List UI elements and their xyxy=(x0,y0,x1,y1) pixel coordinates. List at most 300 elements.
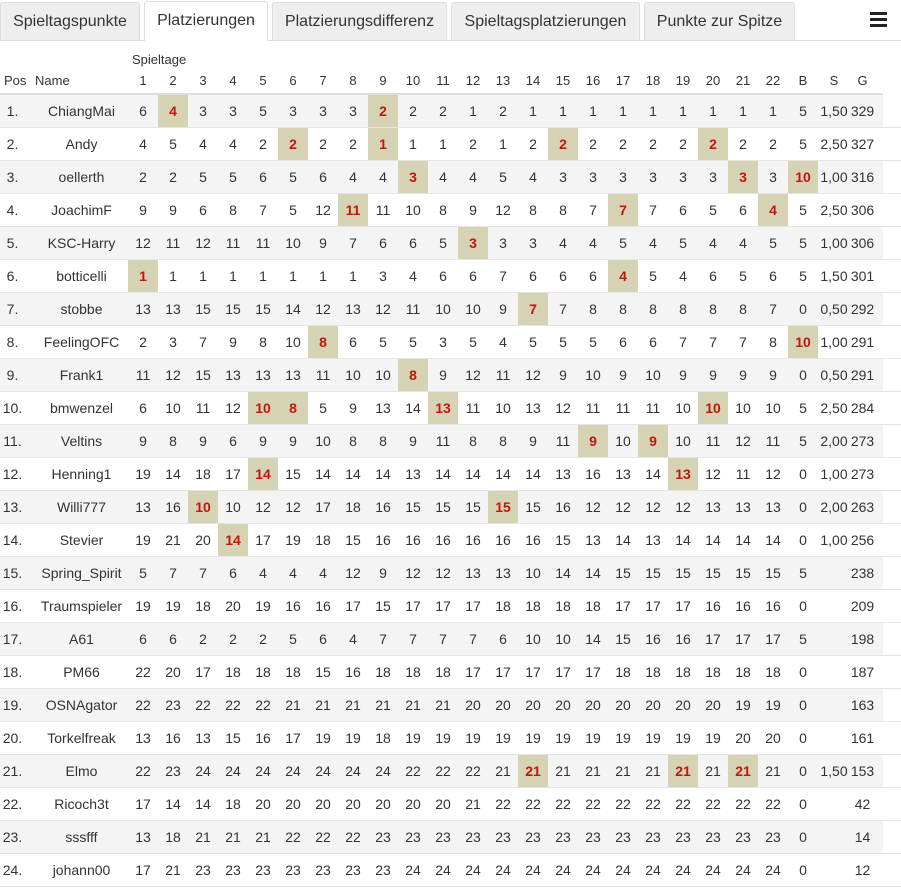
day-cell: 14 xyxy=(315,465,331,482)
day-cell: 4 xyxy=(739,234,747,251)
day-cell: 5 xyxy=(289,168,297,185)
day-cell: 20 xyxy=(435,795,451,812)
day-cell: 23 xyxy=(255,861,271,878)
day-cell: 21 xyxy=(165,861,181,878)
day-cell: 10 xyxy=(585,366,601,383)
day-cell: 17 xyxy=(645,597,661,614)
day-header-7: 7 xyxy=(308,67,338,94)
day-cell: 22 xyxy=(585,795,601,812)
day-cell: 11 xyxy=(315,366,331,383)
table-row xyxy=(0,94,901,127)
table-row xyxy=(0,226,901,259)
s-header: S xyxy=(818,67,850,94)
day-cell: 11 xyxy=(765,432,781,449)
day-cell: 20 xyxy=(645,696,661,713)
day-cell: 14 xyxy=(375,465,391,482)
day-cell: 18 xyxy=(645,663,661,680)
day-cell: 6 xyxy=(379,234,387,251)
day-cell: 11 xyxy=(195,399,211,416)
day-cell: 15 xyxy=(195,300,211,317)
day-cell: 6 xyxy=(529,267,537,284)
day-cell: 16 xyxy=(735,597,751,614)
day-cell: 2 xyxy=(139,168,147,185)
day-cell: 6 xyxy=(349,333,357,350)
pos-cell: 19. xyxy=(2,696,23,713)
day-cell: 5 xyxy=(289,630,297,647)
day-cell: 11 xyxy=(135,366,151,383)
day-cell: 21 xyxy=(285,696,301,713)
day-cell: 16 xyxy=(345,663,361,680)
day-cell: 16 xyxy=(435,531,451,548)
pos-cell: 10. xyxy=(2,399,23,416)
day-cell: 21 xyxy=(518,754,548,787)
day-cell: 16 xyxy=(495,531,511,548)
day-cell: 17 xyxy=(225,465,241,482)
day-cell: 5 xyxy=(379,333,387,350)
day-cell: 22 xyxy=(315,828,331,845)
day-cell: 14 xyxy=(525,465,541,482)
day-cell: 16 xyxy=(525,531,541,548)
s-cell: 0,50 xyxy=(820,366,848,383)
day-cell: 13 xyxy=(135,729,151,746)
bonus-cell: 5 xyxy=(799,432,807,449)
pos-cell: 2. xyxy=(6,135,19,152)
day-cell: 10 xyxy=(248,391,278,424)
day-cell: 7 xyxy=(518,292,548,325)
day-cell: 22 xyxy=(345,828,361,845)
g-cell: 263 xyxy=(850,498,875,515)
pos-cell: 14. xyxy=(2,531,23,548)
g-cell: 284 xyxy=(850,399,875,416)
day-cell: 13 xyxy=(555,465,571,482)
spieltage-label: Spieltage xyxy=(132,52,187,67)
g-cell: 306 xyxy=(850,234,875,251)
day-cell: 15 xyxy=(225,729,241,746)
day-cell: 9 xyxy=(529,432,537,449)
s-cell xyxy=(818,820,850,853)
day-cell: 9 xyxy=(139,201,147,218)
day-cell: 14 xyxy=(585,564,601,581)
g-cell: 273 xyxy=(850,465,875,482)
day-cell: 21 xyxy=(765,762,781,779)
day-cell: 2 xyxy=(529,135,537,152)
g-header: G xyxy=(850,67,883,94)
table-row xyxy=(0,688,901,721)
name-cell: Torkelfreak xyxy=(47,729,116,746)
day-cell: 24 xyxy=(375,762,391,779)
day-cell: 17 xyxy=(345,597,361,614)
day-cell: 7 xyxy=(559,300,567,317)
day-cell: 10 xyxy=(375,366,391,383)
day-cell: 19 xyxy=(315,729,331,746)
day-cell: 5 xyxy=(439,234,447,251)
day-cell: 15 xyxy=(705,564,721,581)
day-cell: 23 xyxy=(525,828,541,845)
day-cell: 1 xyxy=(769,102,777,119)
day-cell: 17 xyxy=(465,597,481,614)
day-cell: 8 xyxy=(499,432,507,449)
day-cell: 23 xyxy=(165,696,181,713)
bonus-cell: 5 xyxy=(799,630,807,647)
day-cell: 6 xyxy=(229,432,237,449)
pos-cell: 21. xyxy=(2,762,23,779)
day-cell: 3 xyxy=(398,160,428,193)
day-cell: 13 xyxy=(345,300,361,317)
day-cell: 1 xyxy=(169,267,177,284)
day-cell: 6 xyxy=(469,267,477,284)
day-cell: 3 xyxy=(379,267,387,284)
day-cell: 24 xyxy=(495,861,511,878)
day-cell: 18 xyxy=(435,663,451,680)
day-cell: 2 xyxy=(349,135,357,152)
g-cell: 161 xyxy=(850,729,875,746)
day-cell: 1 xyxy=(229,267,237,284)
day-header-16: 16 xyxy=(578,67,608,94)
day-cell: 5 xyxy=(559,333,567,350)
day-cell: 4 xyxy=(319,564,327,581)
day-cell: 8 xyxy=(169,432,177,449)
day-cell: 22 xyxy=(525,795,541,812)
day-cell: 9 xyxy=(139,432,147,449)
day-cell: 1 xyxy=(469,102,477,119)
day-cell: 10 xyxy=(698,391,728,424)
day-header-21: 21 xyxy=(728,67,758,94)
day-cell: 22 xyxy=(285,828,301,845)
day-cell: 13 xyxy=(165,300,181,317)
day-cell: 9 xyxy=(289,432,297,449)
day-cell: 22 xyxy=(615,795,631,812)
day-header-17: 17 xyxy=(608,67,638,94)
table-row xyxy=(0,358,901,391)
day-cell: 20 xyxy=(195,531,211,548)
day-cell: 23 xyxy=(165,762,181,779)
day-cell: 16 xyxy=(255,729,271,746)
day-cell: 10 xyxy=(315,432,331,449)
table-row xyxy=(0,490,901,523)
day-header-1: 1 xyxy=(128,67,158,94)
tab-platzierungsdifferenz[interactable]: Platzierungsdifferenz xyxy=(272,2,447,40)
tab-spieltagsplatzierungen[interactable]: Spieltagsplatzierungen xyxy=(451,2,640,40)
day-cell: 12 xyxy=(225,399,241,416)
day-cell: 10 xyxy=(615,432,631,449)
day-cell: 3 xyxy=(458,226,488,259)
day-cell: 17 xyxy=(255,531,271,548)
day-cell: 6 xyxy=(139,102,147,119)
day-cell: 8 xyxy=(259,333,267,350)
day-cell: 12 xyxy=(675,498,691,515)
day-cell: 23 xyxy=(675,828,691,845)
day-cell: 2 xyxy=(169,168,177,185)
pos-cell: 5. xyxy=(6,234,19,251)
day-cell: 4 xyxy=(529,168,537,185)
name-cell: Stevier xyxy=(59,531,104,548)
day-cell: 4 xyxy=(469,168,477,185)
day-cell: 20 xyxy=(585,696,601,713)
day-cell: 11 xyxy=(585,399,601,416)
day-cell: 11 xyxy=(375,201,391,218)
day-cell: 24 xyxy=(405,861,421,878)
day-cell: 24 xyxy=(345,762,361,779)
g-cell: 329 xyxy=(850,102,875,119)
day-cell: 2 xyxy=(199,630,207,647)
hamburger-menu-icon[interactable] xyxy=(870,12,887,27)
name-cell: johann00 xyxy=(52,861,111,878)
day-cell: 19 xyxy=(285,531,301,548)
day-cell: 6 xyxy=(409,234,417,251)
bonus-cell: 0 xyxy=(799,663,807,680)
day-cell: 6 xyxy=(259,168,267,185)
day-cell: 23 xyxy=(765,828,781,845)
day-cell: 16 xyxy=(585,465,601,482)
g-cell: 273 xyxy=(850,432,875,449)
day-cell: 5 xyxy=(619,234,627,251)
s-cell: 2,00 xyxy=(820,498,848,515)
day-cell: 21 xyxy=(405,696,421,713)
table-row xyxy=(0,193,901,226)
day-cell: 10 xyxy=(345,366,361,383)
day-cell: 7 xyxy=(589,201,597,218)
day-cell: 9 xyxy=(439,366,447,383)
day-cell: 1 xyxy=(559,102,567,119)
day-cell: 23 xyxy=(705,828,721,845)
pos-cell: 6. xyxy=(6,267,19,284)
bonus-cell: 0 xyxy=(799,300,807,317)
day-cell: 21 xyxy=(495,762,511,779)
day-cell: 19 xyxy=(495,729,511,746)
day-cell: 2 xyxy=(278,127,308,160)
table-row xyxy=(0,523,901,556)
day-cell: 7 xyxy=(709,333,717,350)
s-cell: 1,00 xyxy=(820,531,848,548)
day-cell: 13 xyxy=(375,399,391,416)
day-cell: 19 xyxy=(135,597,151,614)
day-cell: 20 xyxy=(555,696,571,713)
day-cell: 10 xyxy=(735,399,751,416)
day-header-9: 9 xyxy=(368,67,398,94)
day-cell: 4 xyxy=(608,259,638,292)
day-cell: 13 xyxy=(285,366,301,383)
day-cell: 9 xyxy=(469,201,477,218)
day-cell: 1 xyxy=(619,102,627,119)
day-cell: 7 xyxy=(409,630,417,647)
day-cell: 24 xyxy=(255,762,271,779)
day-cell: 13 xyxy=(735,498,751,515)
day-cell: 9 xyxy=(739,366,747,383)
pos-cell: 20. xyxy=(2,729,23,746)
day-cell: 3 xyxy=(229,102,237,119)
day-cell: 9 xyxy=(409,432,417,449)
day-cell: 13 xyxy=(705,498,721,515)
day-cell: 7 xyxy=(379,630,387,647)
day-cell: 4 xyxy=(439,168,447,185)
day-cell: 10 xyxy=(765,399,781,416)
pos-cell: 18. xyxy=(2,663,23,680)
day-cell: 14 xyxy=(405,399,421,416)
day-cell: 21 xyxy=(615,762,631,779)
day-cell: 10 xyxy=(188,490,218,523)
bonus-header: B xyxy=(788,67,818,94)
name-cell: Frank1 xyxy=(59,366,104,383)
s-cell xyxy=(818,853,850,886)
pos-cell: 15. xyxy=(2,564,23,581)
day-cell: 8 xyxy=(559,201,567,218)
day-cell: 16 xyxy=(285,597,301,614)
day-cell: 24 xyxy=(735,861,751,878)
day-cell: 14 xyxy=(165,795,181,812)
day-cell: 18 xyxy=(405,663,421,680)
day-cell: 11 xyxy=(405,300,421,317)
s-cell: 0,50 xyxy=(820,300,848,317)
g-cell: 187 xyxy=(850,663,875,680)
day-cell: 2 xyxy=(319,135,327,152)
day-cell: 5 xyxy=(229,168,237,185)
day-cell: 22 xyxy=(195,696,211,713)
day-cell: 24 xyxy=(675,861,691,878)
day-cell: 22 xyxy=(435,762,451,779)
day-cell: 2 xyxy=(259,630,267,647)
day-cell: 23 xyxy=(225,861,241,878)
day-cell: 12 xyxy=(315,201,331,218)
day-cell: 14 xyxy=(705,531,721,548)
tab-platzierungen[interactable]: Platzierungen xyxy=(144,1,268,41)
bonus-cell: 0 xyxy=(799,498,807,515)
day-cell: 19 xyxy=(525,729,541,746)
day-cell: 10 xyxy=(165,399,181,416)
day-cell: 17 xyxy=(615,597,631,614)
day-cell: 16 xyxy=(765,597,781,614)
day-cell: 24 xyxy=(195,762,211,779)
name-cell: Traumspieler xyxy=(40,597,123,614)
day-header-10: 10 xyxy=(398,67,428,94)
day-cell: 6 xyxy=(649,333,657,350)
day-cell: 17 xyxy=(495,663,511,680)
day-cell: 19 xyxy=(135,531,151,548)
day-cell: 17 xyxy=(285,729,301,746)
day-header-11: 11 xyxy=(428,67,458,94)
day-cell: 9 xyxy=(499,300,507,317)
day-cell: 15 xyxy=(195,366,211,383)
g-cell: 198 xyxy=(850,630,875,647)
day-cell: 20 xyxy=(495,696,511,713)
pos-cell: 16. xyxy=(2,597,23,614)
day-cell: 14 xyxy=(285,300,301,317)
day-cell: 3 xyxy=(559,168,567,185)
day-cell: 3 xyxy=(169,333,177,350)
day-cell: 1 xyxy=(679,102,687,119)
day-cell: 8 xyxy=(709,300,717,317)
day-cell: 2 xyxy=(649,135,657,152)
day-cell: 8 xyxy=(439,201,447,218)
day-cell: 7 xyxy=(199,564,207,581)
day-cell: 24 xyxy=(435,861,451,878)
day-cell: 23 xyxy=(405,828,421,845)
day-cell: 18 xyxy=(525,597,541,614)
g-cell: 209 xyxy=(850,597,875,614)
day-cell: 10 xyxy=(555,630,571,647)
day-cell: 17 xyxy=(735,630,751,647)
day-cell: 13 xyxy=(135,300,151,317)
day-cell: 13 xyxy=(135,498,151,515)
day-cell: 20 xyxy=(255,795,271,812)
day-cell: 14 xyxy=(195,795,211,812)
table-row xyxy=(0,259,901,292)
day-cell: 3 xyxy=(349,102,357,119)
g-cell: 301 xyxy=(850,267,875,284)
day-cell: 9 xyxy=(709,366,717,383)
day-cell: 5 xyxy=(589,333,597,350)
pos-cell: 12. xyxy=(2,465,23,482)
g-cell: 292 xyxy=(850,300,875,317)
day-cell: 23 xyxy=(375,861,391,878)
day-cell: 18 xyxy=(165,828,181,845)
day-cell: 13 xyxy=(765,498,781,515)
day-cell: 9 xyxy=(379,564,387,581)
day-cell: 3 xyxy=(289,102,297,119)
day-cell: 1 xyxy=(259,267,267,284)
day-cell: 3 xyxy=(319,102,327,119)
day-cell: 11 xyxy=(735,465,751,482)
day-cell: 2 xyxy=(139,333,147,350)
day-cell: 20 xyxy=(675,696,691,713)
day-cell: 22 xyxy=(765,795,781,812)
day-cell: 23 xyxy=(555,828,571,845)
day-cell: 13 xyxy=(225,366,241,383)
day-cell: 18 xyxy=(735,663,751,680)
day-cell: 2 xyxy=(589,135,597,152)
tab-punkte-zur-spitze[interactable]: Punkte zur Spitze xyxy=(644,2,795,40)
tab-spieltagspunkte[interactable]: Spieltagspunkte xyxy=(0,2,140,40)
day-cell: 14 xyxy=(345,465,361,482)
bonus-cell: 0 xyxy=(799,465,807,482)
day-cell: 21 xyxy=(225,828,241,845)
s-cell xyxy=(818,556,850,589)
day-cell: 15 xyxy=(315,663,331,680)
day-cell: 18 xyxy=(225,795,241,812)
day-cell: 13 xyxy=(135,828,151,845)
day-cell: 3 xyxy=(529,234,537,251)
day-cell: 21 xyxy=(645,762,661,779)
day-cell: 9 xyxy=(619,366,627,383)
day-cell: 12 xyxy=(585,498,601,515)
pos-header: Pos xyxy=(0,67,31,94)
day-cell: 6 xyxy=(709,267,717,284)
day-header-4: 4 xyxy=(218,67,248,94)
day-cell: 6 xyxy=(319,630,327,647)
day-cell: 5 xyxy=(409,333,417,350)
day-cell: 11 xyxy=(225,234,241,251)
day-cell: 22 xyxy=(555,795,571,812)
day-cell: 5 xyxy=(769,234,777,251)
day-cell: 24 xyxy=(285,762,301,779)
day-cell: 6 xyxy=(619,333,627,350)
day-cell: 19 xyxy=(765,696,781,713)
day-cell: 21 xyxy=(465,795,481,812)
day-cell: 19 xyxy=(735,696,751,713)
day-cell: 4 xyxy=(199,135,207,152)
day-cell: 5 xyxy=(199,168,207,185)
day-cell: 9 xyxy=(229,333,237,350)
day-cell: 7 xyxy=(259,201,267,218)
day-cell: 4 xyxy=(289,564,297,581)
day-cell: 11 xyxy=(465,399,481,416)
bonus-cell: 0 xyxy=(799,729,807,746)
pos-cell: 13. xyxy=(2,498,23,515)
table-row xyxy=(0,655,901,688)
g-cell: 163 xyxy=(850,696,875,713)
day-cell: 24 xyxy=(315,762,331,779)
day-cell: 19 xyxy=(615,729,631,746)
day-cell: 22 xyxy=(645,795,661,812)
